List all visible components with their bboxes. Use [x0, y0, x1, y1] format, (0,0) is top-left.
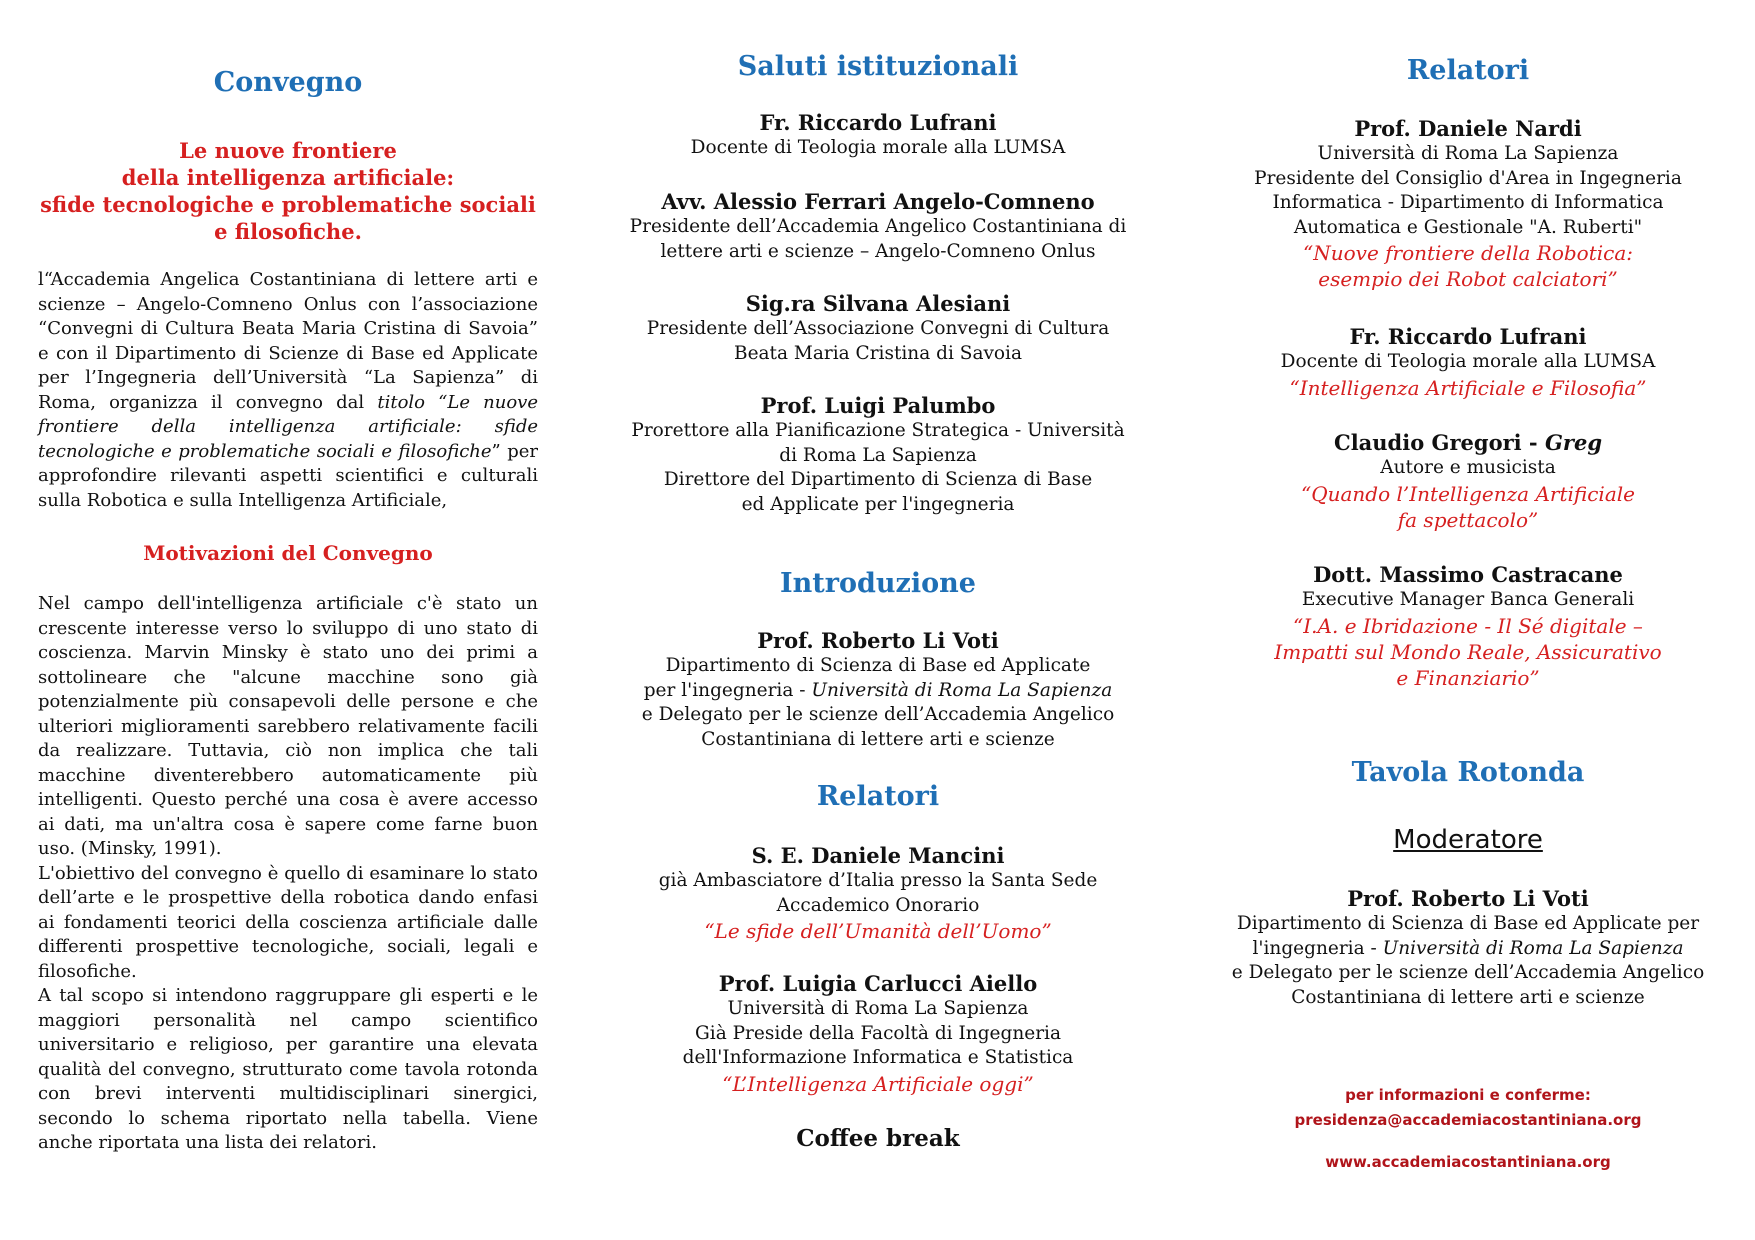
speaker-role: Università di Roma La Sapienza [1317, 143, 1619, 164]
contact-email-link[interactable]: presidenza@accademiacostantiniana.org [1294, 1111, 1642, 1129]
relatore-entry [1218, 324, 1718, 401]
speaker-role: Dipartimento di Scienza di Base ed Applicate [665, 655, 1091, 676]
relatori-title: Relatori [816, 781, 940, 812]
relatore-entry [1218, 116, 1718, 292]
speaker-name: Prof. Luigia Carlucci Aiello [718, 971, 1038, 996]
introduzione-entry [618, 628, 1138, 752]
speaker-role: Docente di Teologia morale alla LUMSA [690, 137, 1066, 158]
role-text-italic: Università di Roma La Sapienza [1382, 937, 1684, 959]
name-text: Dott. Massimo Castracane [1313, 562, 1623, 587]
speaker-role [618, 679, 1138, 704]
speaker-role: Presidente del Consiglio d'Area in Ingegneria [1254, 167, 1682, 189]
name-text: Claudio Gregori - [1333, 430, 1545, 455]
speaker-name: Sig.ra Silvana Alesiani [745, 291, 1011, 316]
convegno-title: Convegno [213, 67, 363, 98]
saluti-entry [618, 110, 1138, 161]
speaker-role: già Ambasciatore d’Italia presso la Santa Sede [658, 870, 1098, 891]
moderatore-entry [1218, 886, 1718, 1010]
subtitle-line: Le nuove frontiere [179, 138, 397, 163]
saluti-title: Saluti istituzionali [737, 51, 1019, 82]
speaker-role: Presidente dell’Accademia Angelico Costantiniana di [629, 216, 1127, 237]
speaker-name: S. E. Daniele Mancini [751, 843, 1005, 868]
saluti-entry [618, 291, 1138, 366]
speaker-name [1218, 324, 1718, 350]
speaker-role: Costantiniana di lettere arti e scienze [1291, 986, 1645, 1008]
speaker-role: e Delegato per le scienze dell’Accademia Angelico [641, 704, 1115, 725]
speaker-role: di Roma La Sapienza [779, 444, 977, 466]
talk-title: fa spettacolo” [1397, 507, 1539, 532]
speaker-name: Prof. Roberto Li Voti [757, 628, 999, 653]
speaker-role: Beata Maria Cristina di Savoia [733, 342, 1023, 364]
role-text: per l'ingegneria - [643, 679, 812, 701]
speaker-role: Executive Manager Banca Generali [1301, 589, 1635, 610]
saluti-entry [618, 189, 1138, 264]
speaker-role: Costantiniana di lettere arti e scienze [701, 728, 1055, 750]
speaker-role: Docente di Teologia morale alla LUMSA [1280, 351, 1656, 372]
intro-paragraph [38, 268, 538, 513]
subtitle-line: sfide tecnologiche e problematiche sociali [40, 192, 536, 217]
talk-title: “Intelligenza Artificiale e Filosofia” [1289, 375, 1647, 400]
motivation-paragraph: Nel campo dell'intelligenza artificiale c'è stato un crescente interesse verso lo sviluppo di uno stato di coscienza. Marvin Minsky è stato uno dei primi a sottolineare che "alcune macchine sono già potenzialmente più consapevoli delle persone e che ulteriori miglioramenti sarebbero relativamente facili da realizzare. Tuttavia, ciò non implica che tali macchine diventerebbero automaticamente più intelligenti. Questo perché una cosa è avere accesso ai dati, ma un'altra cosa è sapere come farne buon uso. (Minsky, 1991). [38, 593, 538, 859]
speaker-role: ed Applicate per l'ingegneria [741, 493, 1015, 515]
intro-text: l“Accademia Angelica Costantiniana di lettere arti e scienze – Angelo-Comneno Onlus con l’associazione “Convegni di Cultura Beata Maria Cristina di Savoia” e con il Dipartimento di Scienze di Base ed Applicate per l’Ingegneria dell’Università “La Sapienza” di Roma, organizza il convegno dal [38, 269, 538, 413]
speaker-role: Dipartimento di Scienza di Base ed Applicate per [1236, 913, 1700, 934]
speaker-role [1218, 937, 1718, 962]
relatore-entry [618, 971, 1138, 1097]
motivation-title: Motivazioni del Convegno [143, 541, 433, 565]
speaker-role: Direttore del Dipartimento di Scienza di Base [663, 469, 1093, 490]
name-text: Prof. Daniele Nardi [1354, 116, 1582, 141]
moderatore-label: Moderatore [1393, 825, 1543, 855]
subtitle-line: della intelligenza artificiale: [121, 165, 455, 190]
intro-text-italic: titolo “Le nuove frontiere della intelligenza artificiale: sfide tecnologiche e problematiche sociali e filosofiche [38, 391, 538, 462]
speaker-name: Fr. Riccardo Lufrani [759, 110, 997, 135]
talk-title: “Le sfide dell’Umanità dell’Uomo” [704, 919, 1052, 943]
relatore-entry [618, 843, 1138, 944]
speaker-name [1218, 562, 1718, 588]
contact-label: per informazioni e conferme: [1345, 1086, 1591, 1104]
coffee-break: Coffee break [796, 1125, 960, 1152]
motivation-paragraph: A tal scopo si intendono raggruppare gli esperti e le maggiori personalità nel campo scientifico universitario e religioso, per garantire una elevata qualità del convegno, strutturato come tavola rotonda con brevi interventi multidisciplinari sinergici, secondo lo schema riportato nella tabella. Viene anche riportata una lista dei relatori. [38, 985, 538, 1153]
speaker-role: Università di Roma La Sapienza [727, 998, 1029, 1019]
introduzione-title: Introduzione [780, 568, 976, 599]
speaker-name [1218, 116, 1718, 142]
intro-text-end: ” per approfondire rilevanti aspetti scientifici e culturali sulla Robotica e sulla Intelligenza Artificiale, [38, 440, 539, 511]
speaker-role: Informatica - Dipartimento di Informatica [1272, 192, 1664, 213]
motivation-paragraph: L'obiettivo del convegno è quello di esaminare lo stato dell’arte e le prospettive della robotica dando enfasi ai fondamenti teorici della coscienza artificiale dalle differenti prospettive tecnologiche, sociali, legali e filosofiche. [38, 862, 538, 982]
role-text: l'ingegneria - [1252, 937, 1383, 959]
talk-title: Impatti sul Mondo Reale, Assicurativo [1274, 639, 1662, 664]
speaker-role: dell'Informazione Informatica e Statistica [682, 1047, 1074, 1068]
role-text-italic: Università di Roma La Sapienza [811, 679, 1113, 701]
tavola-rotonda-title: Tavola Rotonda [1351, 757, 1585, 788]
relatori-title: Relatori [1406, 55, 1530, 86]
speaker-role: e Delegato per le scienze dell’Accademia Angelico [1231, 962, 1705, 983]
relatore-entry [1218, 430, 1718, 533]
website-link[interactable]: www.accademiacostantiniana.org [1325, 1153, 1611, 1171]
speaker-name: Prof. Luigi Palumbo [760, 393, 996, 418]
name-text: Fr. Riccardo Lufrani [1349, 324, 1587, 349]
subtitle-line: e filosofiche. [214, 219, 362, 244]
speaker-role: Automatica e Gestionale "A. Ruberti" [1293, 216, 1643, 238]
talk-title: “Nuove frontiere della Robotica: [1303, 241, 1633, 265]
talk-title: “L’Intelligenza Artificiale oggi” [722, 1071, 1034, 1096]
speaker-name: Prof. Roberto Li Voti [1347, 886, 1589, 911]
talk-title: e Finanziario” [1396, 665, 1540, 690]
speaker-role: lettere arti e scienze – Angelo-Comneno Onlus [660, 240, 1096, 262]
talk-title: “I.A. e Ibridazione - Il Sé digitale – [1293, 613, 1643, 638]
saluti-entry [618, 393, 1138, 517]
speaker-name [1218, 430, 1718, 456]
talk-title: “Quando l’Intelligenza Artificiale [1301, 481, 1635, 506]
convegno-subtitle [38, 137, 538, 245]
speaker-name: Avv. Alessio Ferrari Angelo-Comneno [661, 189, 1095, 214]
talk-title: esempio dei Robot calciatori” [1318, 267, 1618, 291]
speaker-role: Autore e musicista [1380, 457, 1556, 478]
relatore-entry [1218, 562, 1718, 691]
speaker-role: Già Preside della Facoltà di Ingegneria [695, 1022, 1061, 1044]
motivation-text [38, 592, 538, 1156]
speaker-role: Prorettore alla Pianificazione Strategica - Università [631, 420, 1125, 441]
speaker-role: Presidente dell’Associazione Convegni di Cultura [646, 318, 1110, 339]
speaker-role: Accademico Onorario [776, 894, 980, 916]
name-text-italic: Greg [1544, 430, 1603, 455]
